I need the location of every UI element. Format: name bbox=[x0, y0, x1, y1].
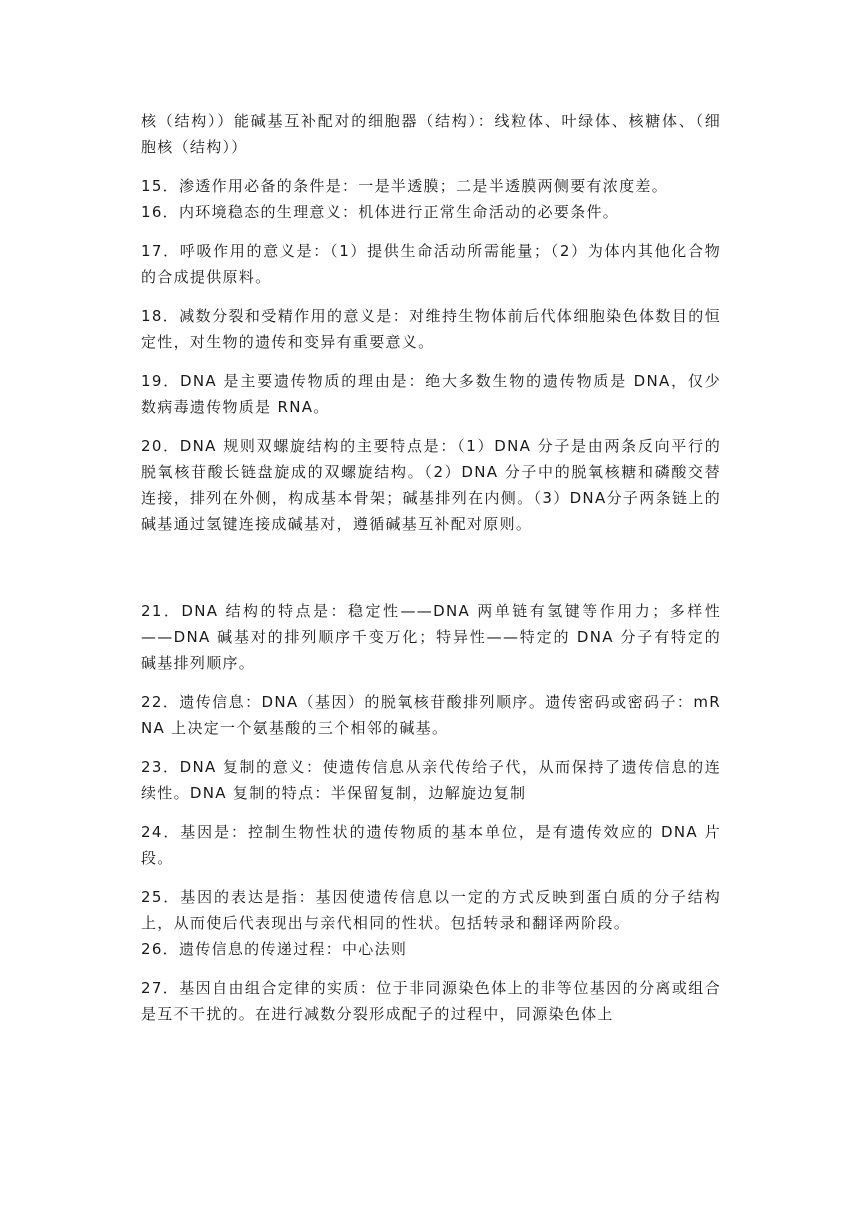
paragraph-item-24: 24．基因是：控制生物性状的遗传物质的基本单位，是有遗传效应的 DNA 片段。 bbox=[141, 823, 721, 867]
paragraph-item-16: 16．内环境稳态的生理意义：机体进行正常生命活动的必要条件。 bbox=[141, 203, 620, 221]
paragraph-item-26: 26．遗传信息的传递过程：中心法则 bbox=[141, 940, 408, 958]
paragraph-item-20: 20．DNA 规则双螺旋结构的主要特点是：（1）DNA 分子是由两条反向平行的脱氧核苷酸长链盘旋成的双螺旋结构。（2）DNA 分子中的脱氧核糖和磷酸交替连接，排列在外侧，构成基本骨架；碱基排列在内侧。（3）DNA分子两条链上的碱基通过氢键连接成碱基对，遵循碱基互补配对原则。 bbox=[141, 437, 721, 533]
paragraph-item-18: 18．减数分裂和受精作用的意义是：对维持生物体前后代体细胞染色体数目的恒定性，对生物的遗传和变异有重要意义。 bbox=[141, 307, 721, 351]
paragraph-item-17: 17．呼吸作用的意义是：（1）提供生命活动所需能量；（2）为体内其他化合物的合成提供原料。 bbox=[141, 242, 721, 286]
paragraph-item-15: 15．渗透作用必备的条件是：一是半透膜；二是半透膜两侧要有浓度差。 bbox=[141, 177, 668, 195]
paragraph-item-19: 19．DNA 是主要遗传物质的理由是：绝大多数生物的遗传物质是 DNA，仅少数病毒遗传物质是 RNA。 bbox=[141, 372, 721, 416]
paragraph-item-27: 27．基因自由组合定律的实质：位于非同源染色体上的非等位基因的分离或组合是互不干扰的。在进行减数分裂形成配子的过程中，同源染色体上 bbox=[141, 979, 721, 1023]
paragraph-item-25: 25．基因的表达是指：基因使遗传信息以一定的方式反映到蛋白质的分子结构上，从而使后代表现出与亲代相同的性状。包括转录和翻译两阶段。 bbox=[141, 888, 721, 932]
paragraph-item-23: 23．DNA 复制的意义：使遗传信息从亲代传给子代，从而保持了遗传信息的连续性。DNA 复制的特点：半保留复制，边解旋边复制 bbox=[141, 758, 721, 802]
paragraph-item-22: 22．遗传信息：DNA（基因）的脱氧核苷酸排列顺序。遗传密码或密码子：mRNA 上决定一个氨基酸的三个相邻的碱基。 bbox=[141, 693, 721, 737]
paragraph-continuation: 核（结构））能碱基互补配对的细胞器（结构）：线粒体、叶绿体、核糖体、（细胞核（结构）） bbox=[141, 112, 721, 156]
paragraph-item-21: 21．DNA 结构的特点是：稳定性——DNA 两单链有氢键等作用力；多样性——DNA 碱基对的排列顺序千变万化；特异性——特定的 DNA 分子有特定的碱基排列顺序。 bbox=[141, 602, 721, 672]
document-body bbox=[141, 108, 721, 1040]
section-gap bbox=[141, 550, 721, 598]
